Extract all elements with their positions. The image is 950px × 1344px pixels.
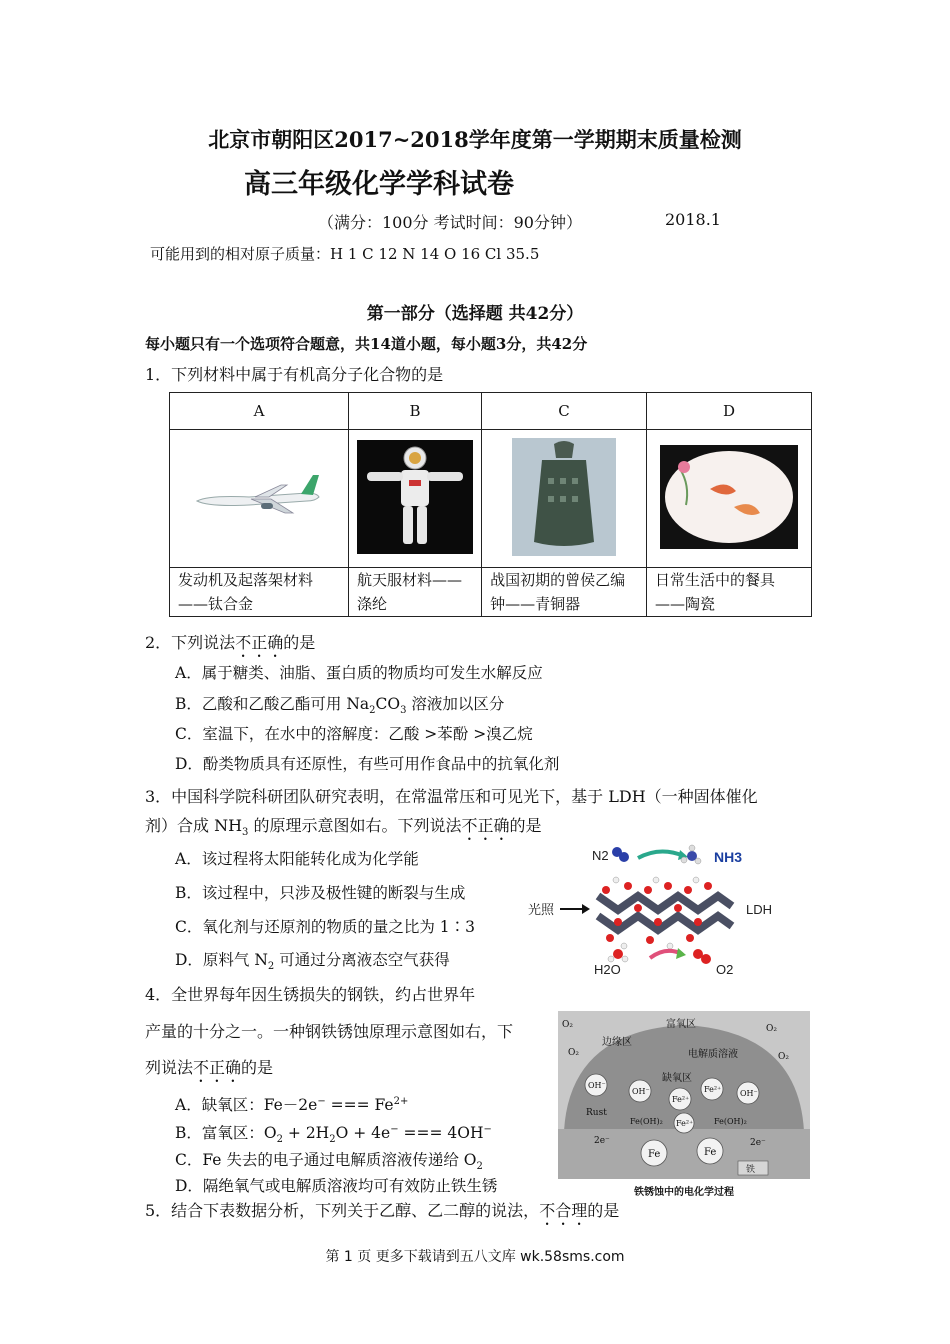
- exam-info: （满分：100分 考试时间：90分钟）: [318, 213, 582, 232]
- label-o2-left: O₂: [562, 1020, 573, 1030]
- ldh-label-h2o: H2O: [594, 962, 621, 977]
- spacesuit-image: [357, 440, 473, 554]
- q1-image-bell: [482, 430, 647, 568]
- label-electron-right: 2e⁻: [750, 1138, 766, 1148]
- q1-stem: 1．下列材料中属于有机高分子化合物的是: [145, 365, 444, 384]
- q2-option-b[interactable]: B．乙酸和乙酸乙酯可用 $Na_2CO_3$ 溶液加以区分: [175, 695, 505, 717]
- q3-line1: 3．中国科学院科研团队研究表明，在常温常压和可见光下，基于 LDH（一种固体催化: [145, 787, 758, 806]
- label-fe-1: Fe: [648, 1149, 661, 1160]
- q1-image-spacesuit: [348, 430, 481, 568]
- q1-header-b: B: [348, 393, 481, 430]
- porcelain-plate-image: [660, 445, 798, 549]
- label-feoh2-left: Fe(OH)₂: [630, 1117, 663, 1126]
- q4-line3: 列说法不正确的是: [145, 1058, 274, 1077]
- q3-option-a[interactable]: A．该过程将太阳能转化成为化学能: [175, 850, 419, 868]
- q2-option-d[interactable]: D．酚类物质具有还原性，有些可用作食品中的抗氧化剂: [175, 755, 560, 773]
- oh-ion-3: OH⁻: [740, 1089, 758, 1098]
- q1-image-airplane: [170, 430, 349, 568]
- bronze-bell-image: [512, 438, 616, 556]
- corrosion-caption: 铁锈蚀中的电化学过程: [634, 1187, 734, 1198]
- label-o2-left2: O₂: [568, 1048, 579, 1058]
- light-arrow-icon: [582, 904, 590, 914]
- q4-option-c[interactable]: C．Fe 失去的电子通过电解质溶液传递给 $O_2$: [175, 1151, 483, 1173]
- page-footer: 第 1 页 更多下载请到五八文库 wk.58sms.com: [325, 1249, 625, 1265]
- q1-caption-a: 发动机及起落架材料——钛合金: [170, 568, 349, 617]
- q1-caption-c: 战国初期的曾侯乙编钟——青铜器: [482, 568, 647, 617]
- q1-header-d: D: [646, 393, 811, 430]
- atomic-mass: 可能用到的相对原子质量：H 1 C 12 N 14 O 16 Cl 35.5: [150, 245, 540, 263]
- q3-line2: 剂）合成 $NH_3$ 的原理示意图如右。下列说法不正确的是: [145, 816, 542, 839]
- oh-ion-1: OH⁻: [588, 1081, 606, 1090]
- oh-ion-2: OH⁻: [632, 1087, 650, 1096]
- label-oxygen-poor: 缺氧区: [662, 1073, 692, 1084]
- airplane-image: [189, 467, 329, 527]
- ldh-label-light: 光照: [528, 902, 555, 917]
- exam-date: 2018.1: [665, 210, 721, 229]
- label-o2-right2: O₂: [778, 1052, 789, 1062]
- q1-header-a: A: [170, 393, 349, 430]
- reaction-arrow-n2: [638, 851, 684, 858]
- exam-title: 北京市朝阳区2017~2018学年度第一学期期末质量检测: [208, 127, 742, 152]
- label-rich-oxygen: 富氧区: [666, 1019, 696, 1030]
- label-electrolyte: 电解质溶液: [688, 1049, 738, 1060]
- q3-option-c[interactable]: C．氧化剂与还原剂的物质的量之比为 1∶3: [175, 918, 476, 936]
- q1-image-plate: [646, 430, 811, 568]
- q1-table: [169, 392, 812, 617]
- exam-subtitle: 高三年级化学学科试卷: [244, 169, 514, 200]
- ldh-label-n2: N2: [592, 848, 609, 863]
- label-electron-left: 2e⁻: [594, 1136, 610, 1146]
- q2-option-a[interactable]: A．属于糖类、油脂、蛋白质的物质均可发生水解反应: [175, 664, 543, 682]
- q4-line1: 4．全世界每年因生锈损失的钢铁，约占世界年: [145, 985, 476, 1004]
- q1-caption-b: 航天服材料——涤纶: [348, 568, 481, 617]
- ldh-diagram: [520, 838, 790, 980]
- label-rust: Rust: [586, 1108, 607, 1118]
- q1-header-c: C: [482, 393, 647, 430]
- corrosion-diagram: [558, 1011, 810, 1201]
- ldh-label-nh3: NH3: [714, 849, 743, 865]
- label-o2-right: O₂: [766, 1024, 777, 1034]
- q4-option-d[interactable]: D．隔绝氧气或电解质溶液均可有效防止铁生锈: [175, 1177, 498, 1195]
- label-fe-2: Fe: [704, 1147, 717, 1158]
- label-edge-zone: 边缘区: [602, 1037, 632, 1048]
- q3-option-d[interactable]: D．原料气 $N_2$ 可通过分离液态空气获得: [175, 951, 450, 973]
- fe2-ion-1: Fe²⁺: [672, 1095, 690, 1104]
- q2-option-c[interactable]: C．室温下，在水中的溶解度：乙酸 >苯酚 >溴乙烷: [175, 725, 533, 743]
- q1-caption-d: 日常生活中的餐具——陶瓷: [646, 568, 811, 617]
- label-iron: 铁: [746, 1165, 756, 1175]
- part1-title: 第一部分（选择题 共42分）: [366, 304, 584, 324]
- ldh-label-o2: O2: [716, 962, 734, 977]
- label-feoh2-right: Fe(OH)₂: [714, 1117, 747, 1126]
- ldh-lattice: [598, 877, 732, 949]
- q4-line2: 产量的十分之一。一种钢铁锈蚀原理示意图如右，下: [145, 1022, 514, 1041]
- fe2-ion-2: Fe²⁺: [704, 1085, 722, 1094]
- q4-option-a[interactable]: A．缺氧区：Fe－2e− === $Fe^{2+}$: [175, 1095, 409, 1114]
- q4-option-b[interactable]: B．富氧区：$O_2 + 2H_2O + 4e^-$ === 4OH−: [175, 1123, 492, 1146]
- ldh-label-ldh: LDH: [746, 902, 773, 917]
- q2-stem: 2．下列说法不正确的是: [145, 633, 316, 652]
- fe2-ion-3: Fe²⁺: [676, 1119, 694, 1128]
- h2o-molecule: [613, 949, 623, 959]
- q5-stem: 5．结合下表数据分析，下列关于乙醇、乙二醇的说法，不合理的是: [145, 1201, 620, 1220]
- part1-instruction: 每小题只有一个选项符合题意，共14道小题，每小题3分，共42分: [145, 335, 588, 353]
- q3-option-b[interactable]: B．该过程中，只涉及极性键的断裂与生成: [175, 884, 466, 902]
